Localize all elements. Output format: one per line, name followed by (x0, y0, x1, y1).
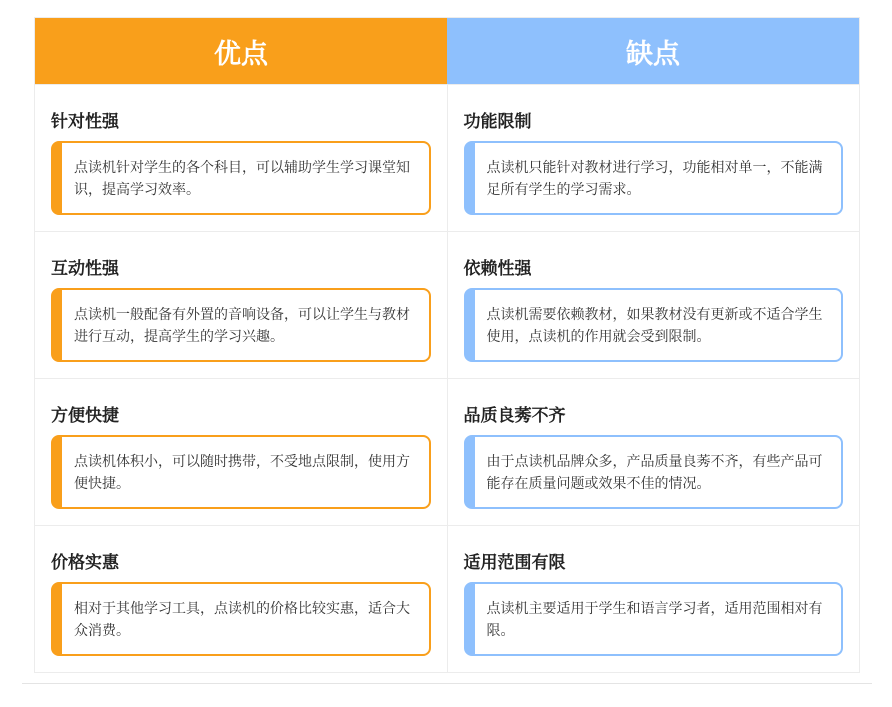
table-header (35, 18, 859, 84)
con-cell (447, 85, 860, 231)
con-description-card: 点读机主要适用于学生和语言学习者，适用范围相对有限。 (464, 582, 844, 656)
con-cell (447, 379, 860, 525)
pro-cell (35, 526, 447, 672)
con-cell (447, 526, 860, 672)
table-row (35, 525, 859, 672)
cons-header: 缺点 (447, 18, 859, 84)
con-description-card: 由于点读机品牌众多，产品质量良莠不齐，有些产品可能存在质量问题或效果不佳的情况。 (464, 435, 844, 509)
pro-title: 价格实惠 (51, 553, 119, 573)
bottom-divider (22, 683, 872, 684)
con-description-card: 点读机只能针对教材进行学习，功能相对单一，不能满足所有学生的学习需求。 (464, 141, 844, 215)
pro-cell (35, 232, 447, 378)
pro-cell (35, 85, 447, 231)
con-title: 适用范围有限 (463, 553, 566, 573)
table-row (35, 84, 859, 231)
table-row (35, 378, 859, 525)
con-title: 功能限制 (463, 112, 532, 132)
pro-title: 方便快捷 (51, 406, 119, 426)
pros-header: 优点 (35, 18, 447, 84)
table-row (35, 231, 859, 378)
pro-title: 针对性强 (51, 112, 119, 132)
con-description-card: 点读机需要依赖教材，如果教材没有更新或不适合学生使用，点读机的作用就会受到限制。 (464, 288, 844, 362)
pro-description-card: 相对于其他学习工具，点读机的价格比较实惠，适合大众消费。 (51, 582, 431, 656)
pro-cell (35, 379, 447, 525)
pro-description-card: 点读机针对学生的各个科目，可以辅助学生学习课堂知识，提高学习效率。 (51, 141, 431, 215)
con-cell (447, 232, 860, 378)
pro-description-card: 点读机一般配备有外置的音响设备，可以让学生与教材进行互动，提高学生的学习兴趣。 (51, 288, 431, 362)
con-title: 依赖性强 (463, 259, 532, 279)
con-title: 品质良莠不齐 (463, 406, 566, 426)
pro-description-card: 点读机体积小，可以随时携带，不受地点限制，使用方便快捷。 (51, 435, 431, 509)
pro-title: 互动性强 (51, 259, 119, 279)
pros-cons-table (34, 17, 860, 673)
